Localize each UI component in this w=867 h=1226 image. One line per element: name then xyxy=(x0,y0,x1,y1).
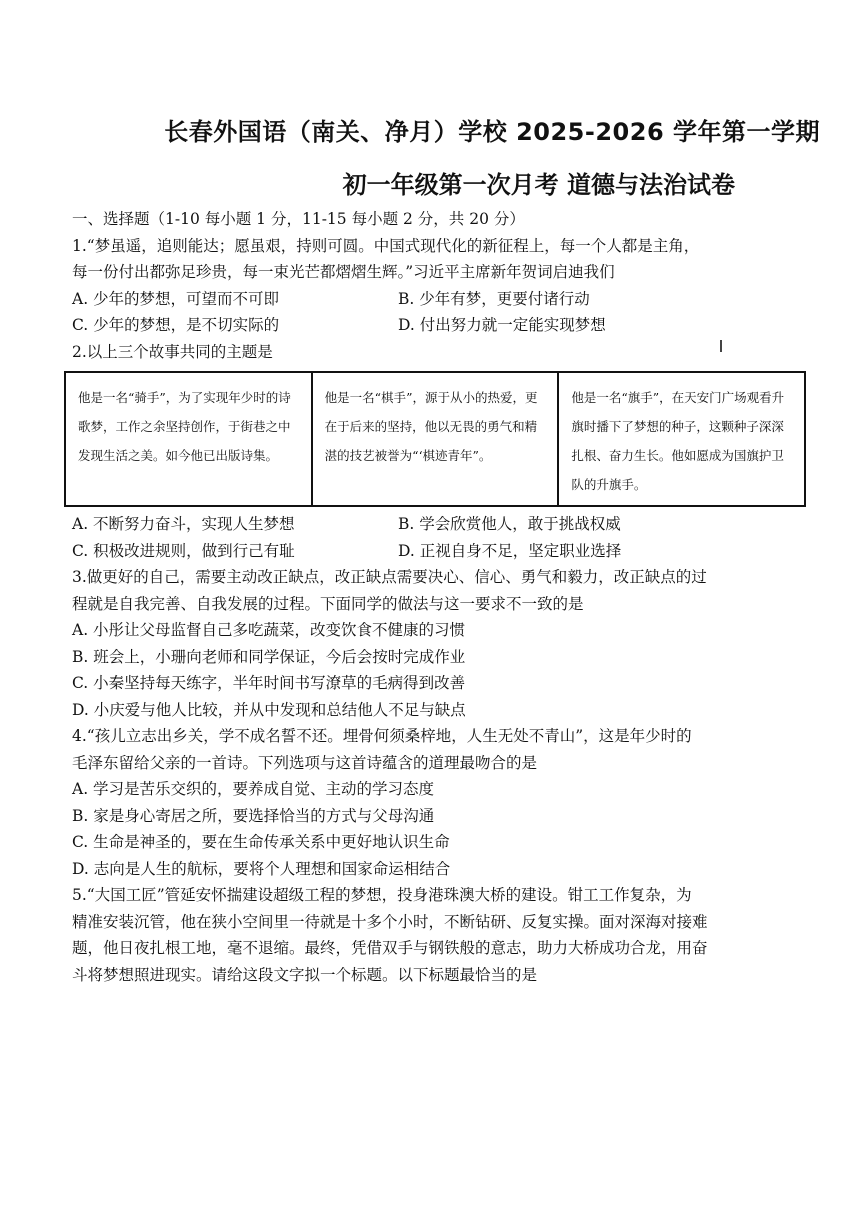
q1-option-d: D. 付出努力就一定能实现梦想 xyxy=(398,316,606,334)
q2-options-row1 xyxy=(72,511,812,538)
q5-stem-line2: 精准安装沉管，他在狭小空间里一待就是十多个小时，不断钻研、反复实操。面对深海对接难 xyxy=(72,912,708,931)
q2-option-c: C. 积极改进规则，做到行己有耻 xyxy=(72,541,295,560)
q2-option-a: A. 不断努力奋斗，实现人生梦想 xyxy=(72,515,295,533)
q1-stem-line2: 每一份付出都弥足珍贵，每一束光芒都熠熠生辉。”习近平主席新年贺词启迪我们 xyxy=(72,263,615,281)
section-heading: 一、选择题（1-10 每小题 1 分，11-15 每小题 2 分，共 20 分） xyxy=(72,210,525,228)
q2-story-chess-player: 他是一名“棋手”，源于从小的热爱，更在于后来的坚持，他以无畏的勇气和精湛的技艺被誉为“‘棋迹青年”。 xyxy=(311,373,558,505)
q5-stem-line4: 斗将梦想照进现实。请给这段文字拟一个标题。以下标题最恰当的是 xyxy=(72,965,538,984)
q5-stem-line1: 5.“大国工匠”管延安怀揣建设超级工程的梦想，投身港珠澳大桥的建设。钳工工作复杂，为 xyxy=(72,886,692,904)
q1-stem-line1: 1.“梦虽遥，追则能达；愿虽艰，持则可圆。中国式现代化的新征程上，每一个人都是主角， xyxy=(72,236,700,255)
q3-option-a: A. 小彤让父母监督自己多吃蔬菜，改变饮食不健康的习惯 xyxy=(72,621,466,639)
q3-option-b: B. 班会上，小珊向老师和同学保证，今后会按时完成作业 xyxy=(72,647,466,666)
q2-option-b: B. 学会欣赏他人，敢于挑战权威 xyxy=(398,515,621,533)
q4-option-d: D. 志向是人生的航标，要将个人理想和国家命运相结合 xyxy=(72,859,451,878)
q1-option-a: A. 少年的梦想，可望而不可即 xyxy=(72,289,280,308)
q5-stem-line3: 题，他日夜扎根工地，毫不退缩。最终，凭借双手与钢铁般的意志，助力大桥成功合龙，用奋 xyxy=(72,939,708,957)
q1-options-row1 xyxy=(72,286,812,313)
q2-story-rider: 他是一名“骑手”，为了实现年少时的诗歌梦，工作之余坚持创作，于街巷之中发现生活之美。如今他已出版诗集。 xyxy=(78,390,291,463)
q2-option-d: D. 正视自身不足，坚定职业选择 xyxy=(398,541,622,560)
q3-stem-line2: 程就是自我完善、自我发展的过程。下面同学的做法与这一要求不一致的是 xyxy=(72,594,584,613)
q2-options-row2 xyxy=(72,538,812,565)
q2-stem: 2.以上三个故事共同的主题是 xyxy=(72,342,273,361)
q1-options-row2 xyxy=(72,312,812,339)
q4-option-c: C. 生命是神圣的，要在生命传承关系中更好地认识生命 xyxy=(72,833,450,851)
q2-story-flag-bearer: 他是一名“旗手”，在天安门广场观看升旗时播下了梦想的种子，这颗种子深深扎根、奋力生长。他如愿成为国旗护卫队的升旗手。 xyxy=(557,373,804,505)
exam-title-subject: 初一年级第一次月考 道德与法治试卷 xyxy=(342,171,735,199)
q3-option-d: D. 小庆爱与他人比较，并从中发现和总结他人不足与缺点 xyxy=(72,700,466,719)
q1-option-b: B. 少年有梦，更要付诸行动 xyxy=(398,289,590,308)
q1-option-c: C. 少年的梦想，是不切实际的 xyxy=(72,316,280,334)
q4-stem-line1: 4.“孩儿立志出乡关，学不成名誓不还。埋骨何须桑梓地，人生无处不青山”，这是年少时的 xyxy=(72,727,692,745)
q4-option-b: B. 家是身心寄居之所，要选择恰当的方式与父母沟通 xyxy=(72,806,435,825)
q3-stem-line1: 3.做更好的自己，需要主动改正缺点，改正缺点需要决心、信心、勇气和毅力，改正缺点的过 xyxy=(72,568,707,586)
q3-option-c: C. 小秦坚持每天练字，半年时间书写潦草的毛病得到改善 xyxy=(72,674,466,692)
q4-stem-line2: 毛泽东留给父亲的一首诗。下列选项与这首诗蕴含的道理最吻合的是 xyxy=(72,753,538,772)
q4-option-a: A. 学习是苦乐交织的，要养成自觉、主动的学习态度 xyxy=(72,780,435,798)
exam-title-school: 长春外国语（南关、净月）学校 2025-2026 学年第一学期 xyxy=(164,118,820,146)
exam-content xyxy=(72,206,812,988)
q2-story-table xyxy=(64,371,806,507)
